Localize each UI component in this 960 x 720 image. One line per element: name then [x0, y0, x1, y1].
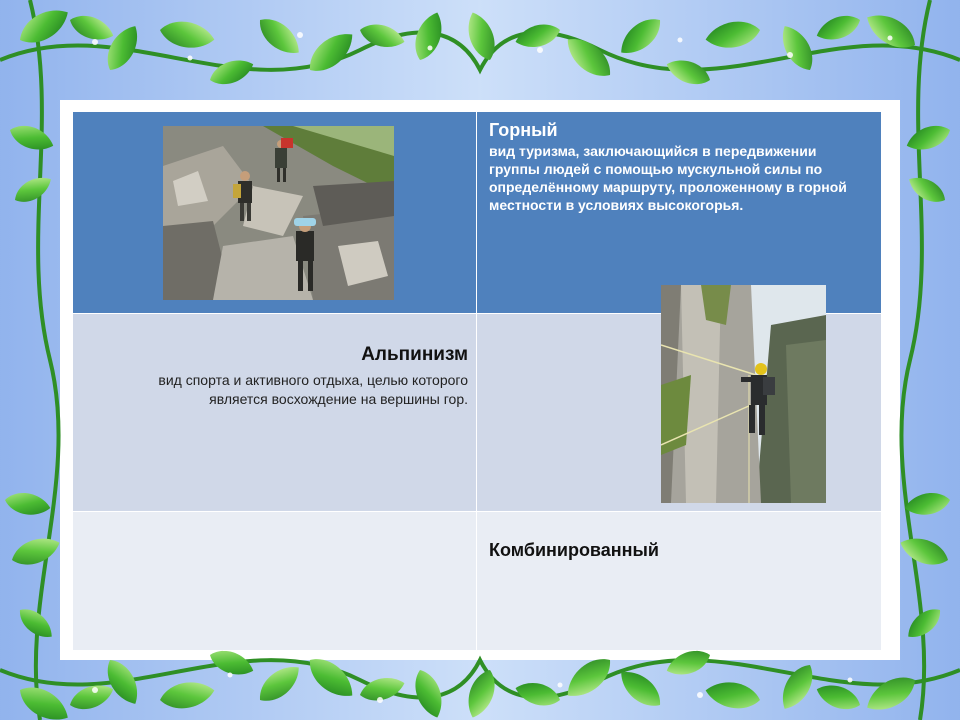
cell-combined-empty — [73, 512, 477, 651]
gorny-description: вид туризма, заключающийся в передвижении группы людей с помощью мускульной силы по определённому маршруту, проложенному в горной местности в условиях высокогорья. — [489, 143, 847, 213]
climber-photo — [661, 285, 826, 503]
cell-combined-text — [477, 512, 882, 651]
cell-alpinism-text — [73, 314, 477, 512]
gorny-title: Горный — [489, 120, 558, 140]
alpinism-title: Альпинизм — [361, 344, 468, 365]
alpinism-description: вид спорта и активного отдыха, целью которого является восхождение на вершины гор. — [158, 372, 468, 407]
cell-gorny-text — [477, 112, 882, 314]
combined-title: Комбинированный — [489, 540, 659, 560]
hikers-photo — [163, 126, 394, 300]
